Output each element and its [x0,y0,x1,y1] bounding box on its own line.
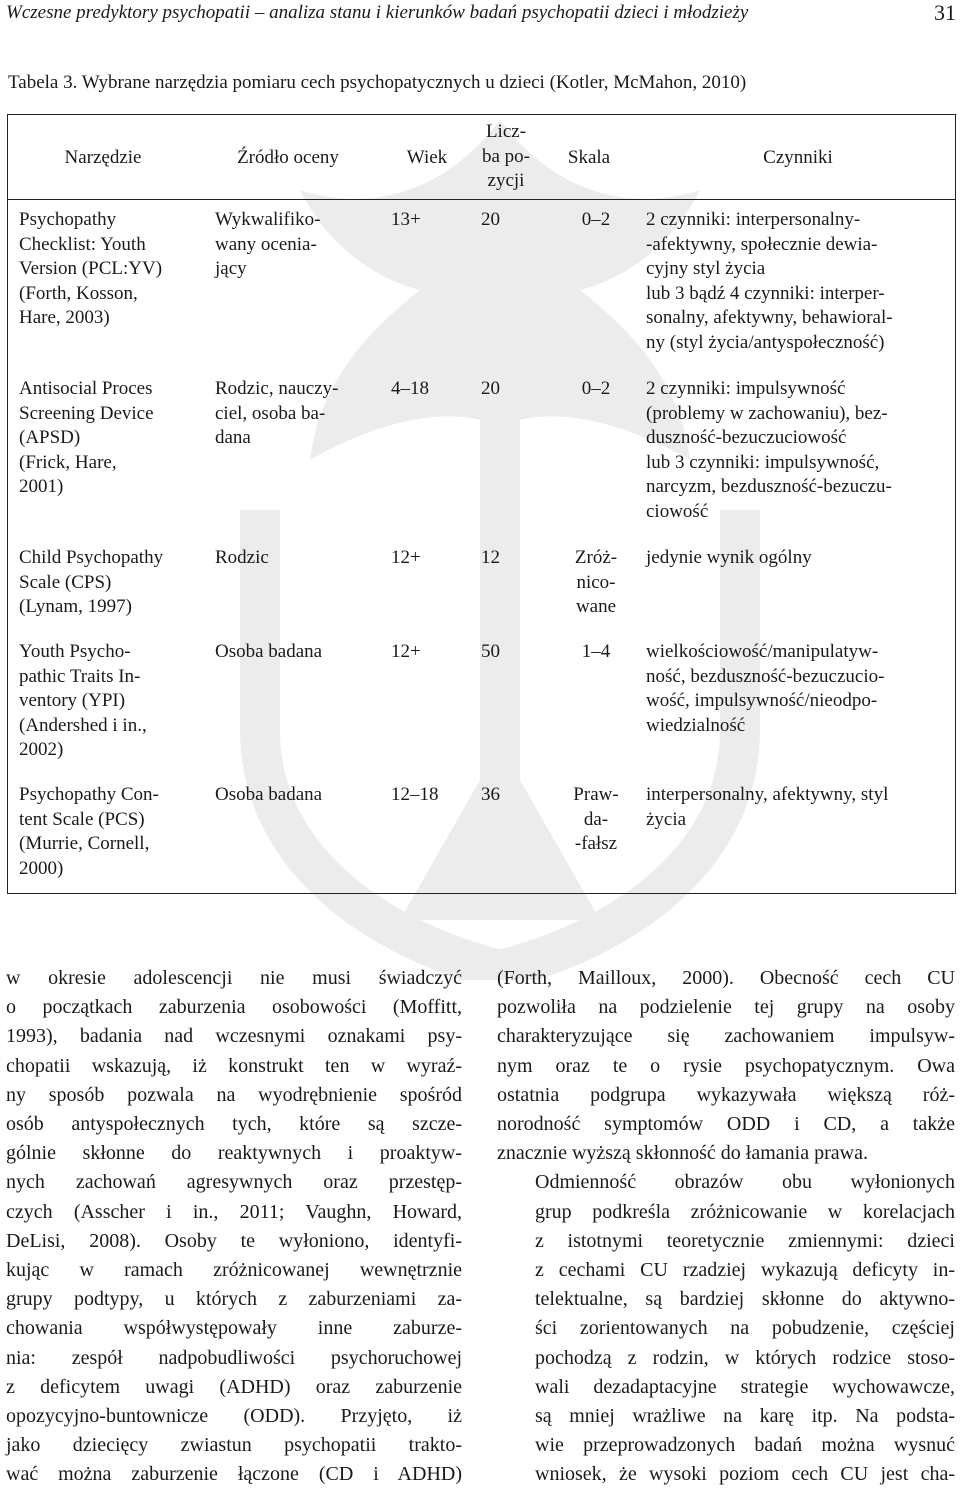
cell-tool-line: (APSD) [19,427,81,448]
paragraph [497,964,955,1168]
cell-scale-line: -fałsz [574,833,618,854]
text-line: charakteryzujące się zachowaniem impulsyw- [497,1025,955,1048]
text-line: wniosek, że wysoki poziom cech CU jest cha- [535,1463,955,1486]
cell-factors-line: ny (styl życia/antyspołeczność) [646,331,885,353]
cell-factors-line: 2 czynniki: impulsywność [646,378,846,399]
cell-factors-line: lub 3 bądź 4 czynniki: interper- [646,282,885,304]
cell-age: 12–18 [391,784,439,805]
text-line: chopatii wskazują, iż konstrukt ten w wyraź- [6,1054,462,1077]
cell-age: 12+ [391,641,421,662]
cell-factors [646,546,951,571]
text-line: osób antyspołecznych tych, które są szcze- [6,1113,462,1136]
cell-source-line: Osoba badana [215,784,323,805]
header-items [466,120,546,194]
cell-tool-line: 2001) [19,476,64,497]
cell-scale-line: Zróż- [574,547,618,568]
text-line: ostatnia podgrupa wykazywała większą róż- [497,1083,955,1106]
cell-tool [19,640,204,763]
text-line: telektualne, są bardziej skłonne do aktywno- [535,1288,955,1311]
text-line: 1993), badania nad wczesnymi oznakami psy- [6,1025,462,1048]
cell-tool-line: Youth Psycho- [19,641,131,662]
cell-scale-line: 0–2 [581,209,611,230]
instruments-table [7,114,956,894]
cell-tool-line: (Forth, Kosson, [19,282,138,304]
cell-tool-line: Version (PCL:YV) [19,258,163,279]
cell-scale-line: da- [583,808,609,830]
cell-tool-line: Child Psychopathy [19,547,164,568]
cell-scale-line: nico- [576,571,616,593]
text-line: jako dziecięcy zwiastun psychopatii trakto- [6,1434,462,1457]
header-items-line: Licz- [485,121,527,142]
cell-source [215,783,385,808]
text-line: z istotnymi teoretycznie zmiennymi: dzieci [535,1229,955,1252]
cell-factors-line: (problemy w zachowaniu), bez- [646,402,888,424]
cell-source-line: Osoba badana [215,641,323,662]
cell-tool-line: (Murrie, Cornell, [19,833,150,854]
text-line: z deficytem uwagi (ADHD) oraz zaburzenie [6,1375,462,1398]
cell-source-line: jący [215,258,247,279]
cell-tool [19,208,204,331]
text-line: nia: zespół nadpobudliwości psychoruchowej [6,1346,462,1369]
cell-tool-line: Hare, 2003) [19,307,110,328]
text-line: wać można zaburzenie łączone (CD i ADHD) [6,1463,462,1486]
table-caption: Tabela 3. Wybrane narzędzia pomiaru cech psychopatycznych u dzieci (Kotler, McMahon, 2010) [8,72,747,93]
cell-source-line: Rodzic, nauczy- [215,378,339,399]
header-age: Wiek [406,147,448,168]
cell-tool-line: ventory (YPI) [19,690,126,711]
cell-items: 12 [481,547,500,568]
cell-factors-line: życia [646,808,687,830]
cell-factors-line: lub 3 czynniki: impulsywność, [646,451,880,473]
cell-tool-line: Checklist: Youth [19,233,146,255]
text-line: z cechami CU rzadziej wykazują deficyty in- [535,1259,955,1282]
cell-scale-line: wane [575,596,617,617]
cell-factors [646,640,951,738]
cell-scale-line: 1–4 [581,641,611,662]
cell-age: 4–18 [391,378,429,399]
cell-tool-line: (Lynam, 1997) [19,596,132,617]
cell-factors [646,377,951,524]
cell-scale-line: Praw- [573,784,619,805]
cell-factors-line: wość, impulsywność/nieodpo- [646,690,878,711]
text-line: Odmienność obrazów obu wyłonionych [535,1171,955,1194]
cell-source-line: ciel, osoba ba- [215,402,326,424]
running-header [6,0,956,30]
cell-factors-line: narcyzm, bezduszność-bezuczu- [646,476,892,497]
text-line: (Forth, Mailloux, 2000). Obecność cech CU [497,967,955,989]
cell-scale [557,377,635,402]
text-line: w okresie adolescencji nie musi świadczyć [6,967,462,989]
body-column-right [497,964,955,1490]
cell-scale [557,208,635,233]
cell-age: 12+ [391,547,421,568]
cell-tool-line: Psychopathy [19,209,117,230]
text-line: czych (Asscher i in., 2011; Vaughn, Howard, [6,1200,462,1223]
cell-source-line: Rodzic [215,547,269,568]
text-line: norodność symptomów ODD i CD, a także [497,1113,955,1136]
text-line: gólnie skłonne do reaktywnych i proaktyw- [6,1142,462,1165]
header-factors: Czynniki [763,147,833,168]
cell-tool [19,783,204,881]
cell-tool-line: Scale (CPS) [19,571,112,593]
text-line: pochodzą z rodzin, w których rodzice stoso- [535,1346,955,1369]
cell-factors-line: -afektywny, społecznie dewia- [646,233,878,255]
cell-factors-line: duszność-bezuczuciowość [646,427,847,448]
header-items-line: ba po- [481,145,530,167]
text-line: wali dezadaptacyjne strategie wychowawcze, [535,1375,955,1398]
cell-tool-line: (Frick, Hare, [19,451,117,473]
text-line: wie przeprowadzonych badań można wysnuć [535,1434,955,1457]
text-line: ści zorientowanych na pobudzenie, częściej [535,1317,955,1340]
cell-tool-line: Psychopathy Con- [19,784,159,805]
cell-scale-line: 0–2 [581,378,611,399]
cell-factors-line: cyjny styl życia [646,258,766,279]
cell-tool-line: 2000) [19,857,64,879]
text-line: znacznie wyższą skłonność do łamania prawa. [497,1142,868,1165]
header-tool: Narzędzie [64,147,142,168]
cell-source [215,640,385,665]
cell-items: 36 [481,784,500,805]
cell-tool-line: Antisocial Proces [19,378,153,399]
text-line: grupy podtypy, u których z zaburzeniami za- [6,1288,462,1311]
cell-factors [646,208,951,355]
text-line: pozwoliła na podzielenie tej grupy na osoby [497,996,955,1019]
cell-factors-line: interpersonalny, afektywny, styl [646,784,889,805]
text-line: opozycyjno-buntownicze (ODD). Przyjęto, iż [6,1405,462,1428]
text-line: o początkach zaburzenia osobowości (Moffitt, [6,996,462,1019]
cell-tool-line: (Andershed i in., [19,714,147,736]
text-line: grup podkreśla zróżnicowanie w korelacjach [535,1200,955,1223]
cell-tool [19,377,204,500]
header-source: Źródło oceny [237,147,339,168]
cell-scale [557,640,635,665]
cell-factors-line: sonalny, afektywny, behawioral- [646,307,893,328]
cell-source-line: Wykwalifiko- [215,209,321,230]
paragraph [497,1168,955,1489]
running-title: Wczesne predyktory psychopatii – analiza stanu i kierunków badań psychopatii dzieci i młodzieży [6,2,749,23]
header-items-line: zycji [487,170,525,191]
text-line: DeLisi, 2008). Osoby te wyłoniono, identyfi- [6,1229,462,1252]
cell-factors-line: ność, bezduszność-bezuczucio- [646,665,885,687]
body-column-left [6,964,462,1490]
cell-tool [19,546,204,620]
cell-factors-line: wiedzialność [646,714,746,736]
cell-factors-line: wielkościowość/manipulatyw- [646,641,879,662]
text-line: są mniej wrażliwe na karę itp. Na podsta- [535,1405,955,1428]
cell-scale [557,546,635,620]
cell-tool-line: pathic Traits In- [19,665,141,687]
cell-tool-line: Screening Device [19,402,154,424]
cell-factors-line: jedynie wynik ogólny [646,547,812,568]
text-line: nym oraz te o rysie psychopatycznym. Owa [497,1054,955,1077]
cell-tool-line: 2002) [19,739,64,760]
cell-items: 20 [481,378,500,399]
cell-source [215,546,385,571]
cell-items: 50 [481,641,500,662]
text-line: nych zachowań agresywnych oraz przestęp- [6,1171,462,1194]
cell-age: 13+ [391,209,421,230]
cell-items: 20 [481,209,500,230]
header-scale: Skala [567,147,611,168]
cell-scale [557,783,635,857]
header-rule [8,199,955,200]
cell-source-line: dana [215,427,251,448]
cell-factors-line: ciowość [646,500,709,522]
cell-source [215,208,385,282]
cell-factors-line: 2 czynniki: interpersonalny- [646,209,861,230]
cell-tool-line: tent Scale (PCS) [19,808,145,830]
cell-factors [646,783,951,832]
cell-source [215,377,385,451]
cell-source-line: wany ocenia- [215,233,317,255]
text-line: ny sposób pozwala na wyodrębnienie spośród [6,1083,462,1106]
page-number: 31 [934,0,956,25]
text-line: kując w ramach zróżnicowanej wewnętrznie [6,1259,462,1282]
text-line: chowania współwystępowały inne zaburze- [6,1317,462,1340]
